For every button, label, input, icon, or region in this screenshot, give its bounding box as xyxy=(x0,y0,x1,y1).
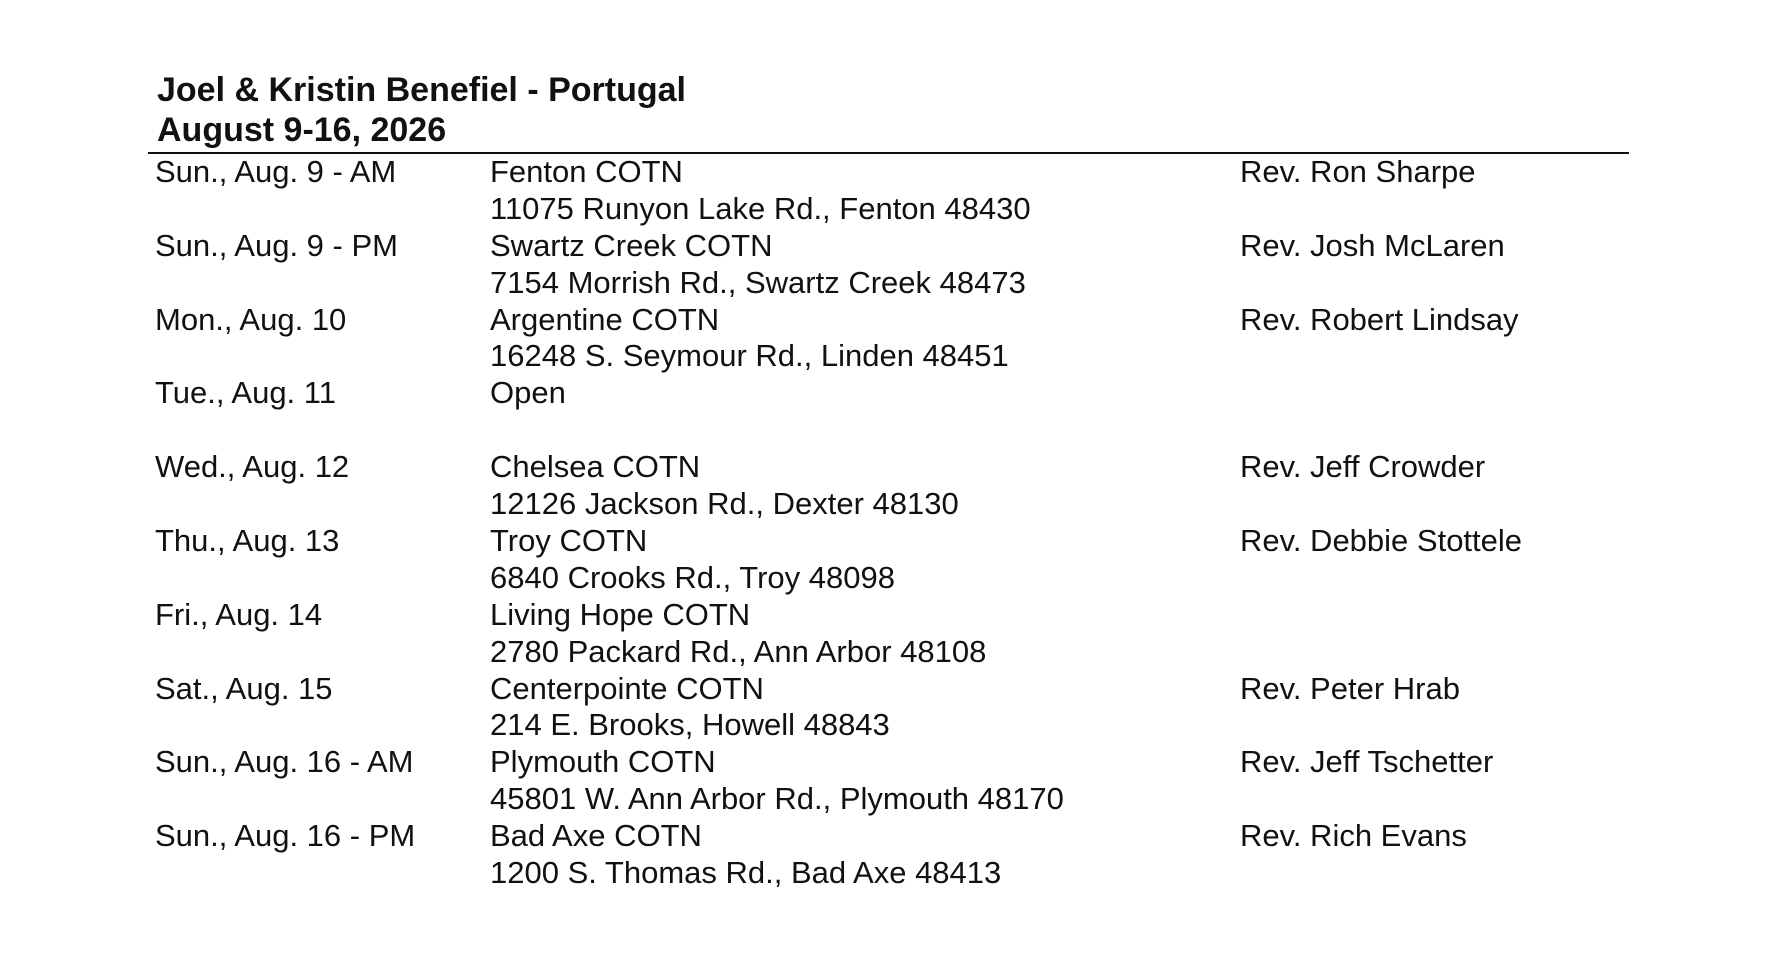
row-date: Wed., Aug. 12 xyxy=(155,449,350,485)
row-date: Mon., Aug. 10 xyxy=(155,301,347,337)
row-pastor: Rev. Jeff Crowder xyxy=(1240,449,1486,485)
church-name: Open xyxy=(490,375,566,411)
row-date: Tue., Aug. 11 xyxy=(155,375,336,411)
church-address: 2780 Packard Rd., Ann Arbor 48108 xyxy=(490,633,987,669)
schedule-row xyxy=(0,154,1779,228)
church-address: 12126 Jackson Rd., Dexter 48130 xyxy=(490,486,959,522)
schedule-row xyxy=(0,375,1779,449)
document-header xyxy=(157,70,686,150)
row-location xyxy=(490,449,959,523)
schedule-row xyxy=(0,302,1779,376)
row-location xyxy=(490,671,890,745)
church-name: Bad Axe COTN xyxy=(490,818,702,854)
row-date: Sat., Aug. 15 xyxy=(155,670,333,706)
church-address: 6840 Crooks Rd., Troy 48098 xyxy=(490,559,895,595)
row-date: Sun., Aug. 9 - AM xyxy=(155,154,397,189)
church-name: Fenton COTN xyxy=(490,154,683,189)
schedule-row xyxy=(0,744,1779,818)
row-location xyxy=(490,818,1001,892)
church-name: Chelsea COTN xyxy=(490,449,701,485)
document-title: Joel & Kristin Benefiel - Portugal xyxy=(157,71,686,109)
row-location xyxy=(490,744,1064,818)
row-pastor: Rev. Debbie Stottele xyxy=(1240,522,1523,558)
row-date: Fri., Aug. 14 xyxy=(155,596,323,632)
church-address xyxy=(490,412,566,449)
schedule-row xyxy=(0,228,1779,302)
row-date: Sun., Aug. 9 - PM xyxy=(155,227,398,263)
row-pastor: Rev. Josh McLaren xyxy=(1240,227,1505,263)
schedule-row xyxy=(0,818,1779,892)
row-pastor: Rev. Ron Sharpe xyxy=(1240,154,1476,189)
church-name: Troy COTN xyxy=(490,522,648,558)
row-location xyxy=(490,228,1026,302)
church-name: Plymouth COTN xyxy=(490,744,716,780)
schedule-row xyxy=(0,597,1779,671)
church-address: 11075 Runyon Lake Rd., Fenton 48430 xyxy=(490,190,1031,226)
schedule-row xyxy=(0,671,1779,745)
church-address: 1200 S. Thomas Rd., Bad Axe 48413 xyxy=(490,855,1002,891)
schedule-table xyxy=(0,154,1779,892)
church-name: Argentine COTN xyxy=(490,301,720,337)
row-location xyxy=(490,302,1009,376)
church-name: Swartz Creek COTN xyxy=(490,227,773,263)
row-location xyxy=(490,597,986,671)
row-pastor: Rev. Rich Evans xyxy=(1240,818,1467,854)
schedule-row xyxy=(0,523,1779,597)
church-name: Living Hope COTN xyxy=(490,596,751,632)
church-name: Centerpointe COTN xyxy=(490,670,764,706)
schedule-row xyxy=(0,449,1779,523)
row-pastor: Rev. Robert Lindsay xyxy=(1240,301,1519,337)
church-address: 7154 Morrish Rd., Swartz Creek 48473 xyxy=(490,264,1026,300)
row-location xyxy=(490,154,1031,228)
document-dates: August 9-16, 2026 xyxy=(157,111,447,149)
row-location xyxy=(490,523,895,597)
church-address: 45801 W. Ann Arbor Rd., Plymouth 48170 xyxy=(490,781,1064,817)
row-location xyxy=(490,375,566,449)
row-pastor: Rev. Peter Hrab xyxy=(1240,670,1460,706)
row-date: Thu., Aug. 13 xyxy=(155,522,340,558)
church-address: 214 E. Brooks, Howell 48843 xyxy=(490,707,890,743)
row-pastor: Rev. Jeff Tschetter xyxy=(1240,744,1494,780)
row-date: Sun., Aug. 16 - AM xyxy=(155,744,414,780)
row-date: Sun., Aug. 16 - PM xyxy=(155,818,416,854)
church-address: 16248 S. Seymour Rd., Linden 48451 xyxy=(490,338,1009,374)
